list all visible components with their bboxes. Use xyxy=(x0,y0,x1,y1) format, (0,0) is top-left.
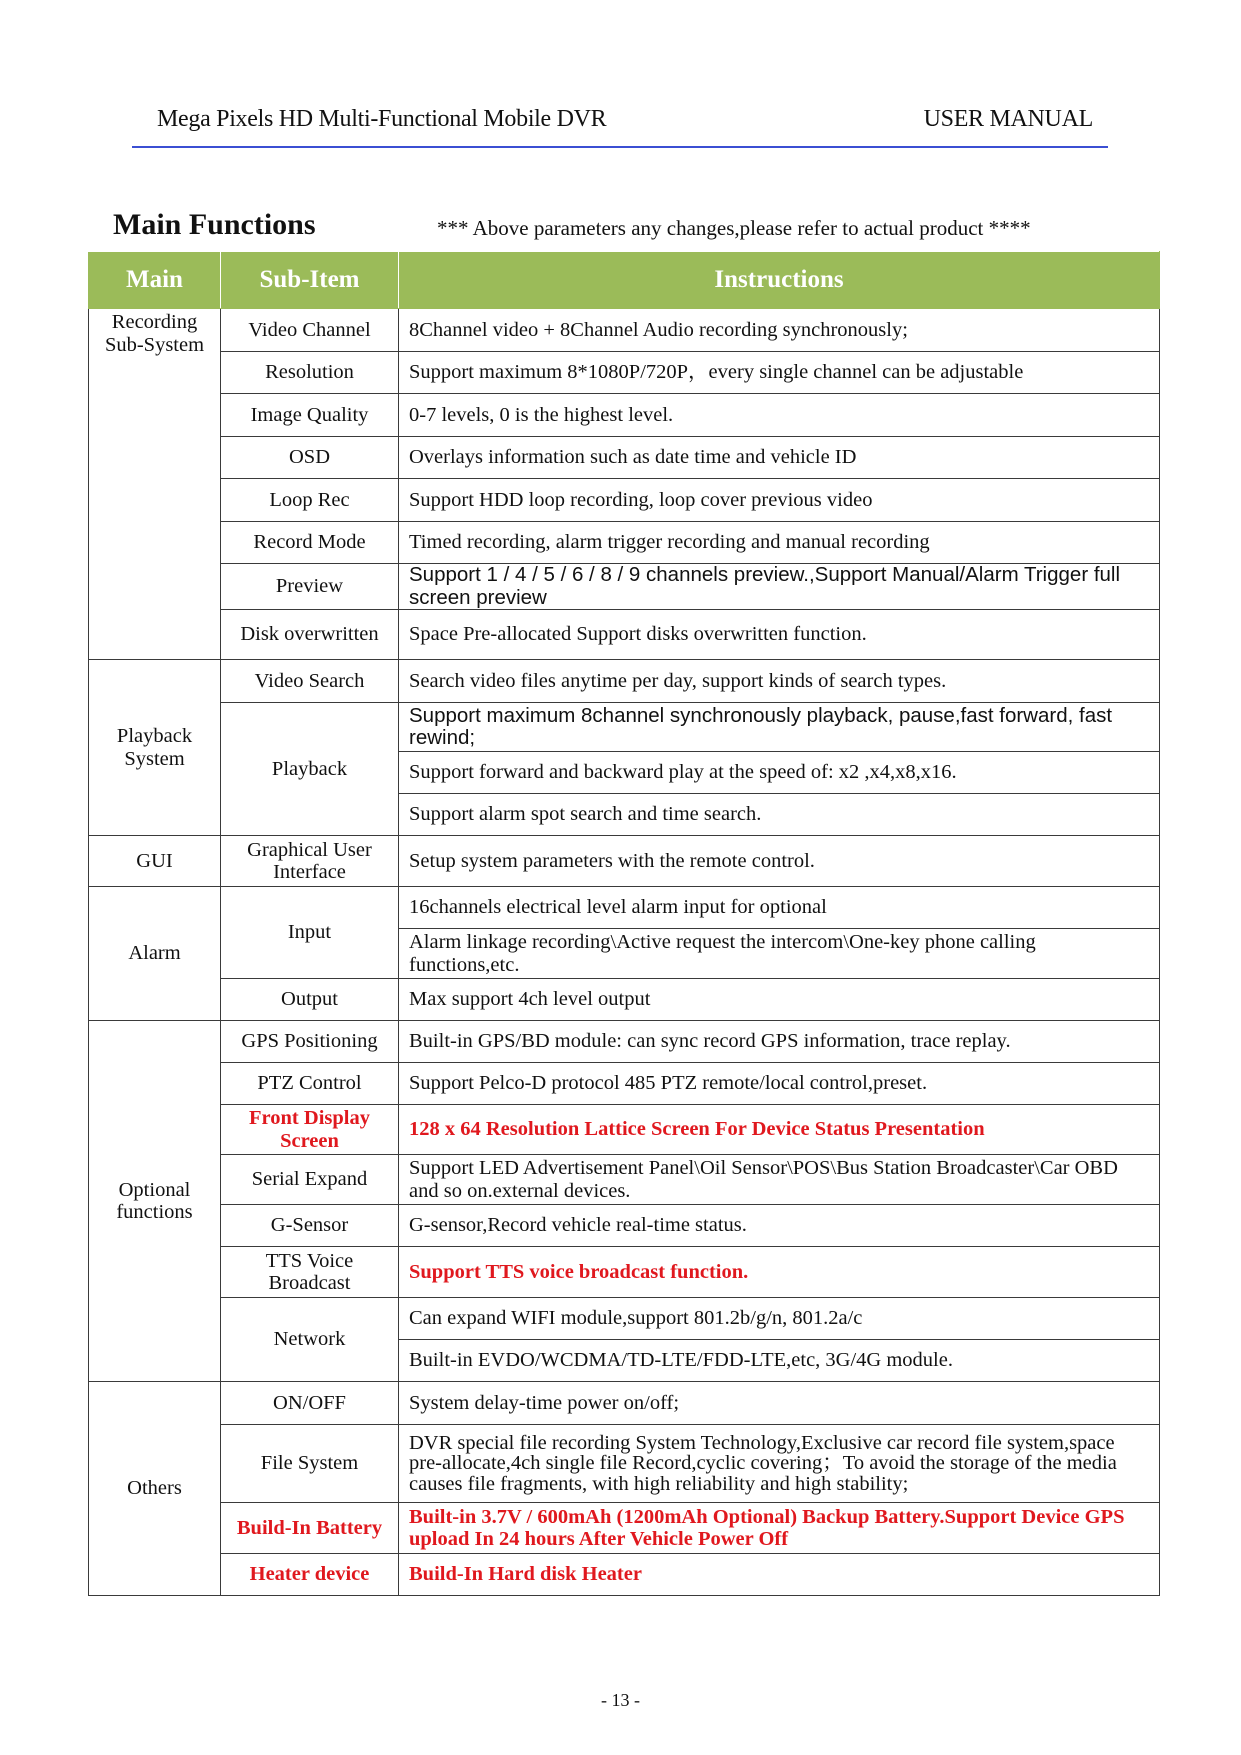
table-row xyxy=(89,1247,1160,1298)
instruction: 0-7 levels, 0 is the highest level. xyxy=(399,394,1160,437)
table-row xyxy=(89,660,1160,703)
sub-item: Input xyxy=(221,887,399,979)
sub-item: OSD xyxy=(221,437,399,479)
instruction: Support alarm spot search and time search. xyxy=(399,794,1160,836)
header-doc-type: USER MANUAL xyxy=(923,106,1093,132)
table-header-row xyxy=(89,252,1160,309)
instruction: Built-in GPS/BD module: can sync record GPS information, trace replay. xyxy=(399,1021,1160,1063)
instruction: Built-in 3.7V / 600mAh (1200mAh Optional) Backup Battery.Support Device GPS upload In 24 hours After Vehicle Power Off xyxy=(399,1503,1160,1554)
column-header-sub-item: Sub-Item xyxy=(221,252,399,309)
sub-item: Network xyxy=(221,1298,399,1382)
instruction: Max support 4ch level output xyxy=(399,979,1160,1021)
table-row xyxy=(89,564,1160,610)
functions-table xyxy=(88,251,1160,1596)
sub-item: ON/OFF xyxy=(221,1382,399,1425)
instruction: Support 1 / 4 / 5 / 6 / 8 / 9 channels preview.,Support Manual/Alarm Trigger full screen preview xyxy=(399,564,1160,610)
table-row xyxy=(89,836,1160,887)
instruction: 16channels electrical level alarm input for optional xyxy=(399,887,1160,929)
page-number: - 13 - xyxy=(601,1690,640,1710)
sub-item: G-Sensor xyxy=(221,1205,399,1247)
instruction: Built-in EVDO/WCDMA/TD-LTE/FDD-LTE,etc, 3G/4G module. xyxy=(399,1340,1160,1382)
instruction: Timed recording, alarm trigger recording and manual recording xyxy=(399,522,1160,564)
instruction: Support maximum 8channel synchronously playback, pause,fast forward, fast rewind; xyxy=(399,703,1160,752)
sub-item: Video Channel xyxy=(221,309,399,352)
table-row xyxy=(89,1021,1160,1063)
table-row xyxy=(89,1298,1160,1340)
instruction: G-sensor,Record vehicle real-time status. xyxy=(399,1205,1160,1247)
table-row xyxy=(89,522,1160,564)
sub-item: PTZ Control xyxy=(221,1063,399,1105)
instruction: Support maximum 8*1080P/720P，every single channel can be adjustable xyxy=(399,352,1160,394)
table-row xyxy=(89,979,1160,1021)
sub-item: Preview xyxy=(221,564,399,610)
sub-item: Image Quality xyxy=(221,394,399,437)
group-alarm: Alarm xyxy=(89,887,221,1021)
sub-item: Build-In Battery xyxy=(221,1503,399,1554)
table-row xyxy=(89,1503,1160,1554)
instruction: Alarm linkage recording\Active request the intercom\One-key phone calling functions,etc. xyxy=(399,929,1160,979)
sub-item: Loop Rec xyxy=(221,479,399,522)
instruction: Can expand WIFI module,support 801.2b/g/n, 801.2a/c xyxy=(399,1298,1160,1340)
group-optional: Optional functions xyxy=(89,1021,221,1382)
table-row xyxy=(89,1382,1160,1425)
column-header-main: Main xyxy=(89,252,221,309)
instruction: Search video files anytime per day, support kinds of search types. xyxy=(399,660,1160,703)
sub-item: File System xyxy=(221,1425,399,1503)
header-rule xyxy=(132,146,1108,148)
header-title: Mega Pixels HD Multi-Functional Mobile DVR xyxy=(157,106,607,132)
group-gui: GUI xyxy=(89,836,221,887)
table-row xyxy=(89,1554,1160,1596)
instruction: Overlays information such as date time and vehicle ID xyxy=(399,437,1160,479)
instruction: DVR special file recording System Technology,Exclusive car record file system,space pre-allocate,4ch single file Record,cyclic covering；To avoid the storage of the media causes file fragments, with high reliability and high stability; xyxy=(399,1425,1160,1503)
instruction: Support TTS voice broadcast function. xyxy=(399,1247,1160,1298)
group-recording: Recording Sub-System xyxy=(89,309,221,660)
table-row xyxy=(89,1205,1160,1247)
table-row xyxy=(89,1105,1160,1155)
sub-item: Heater device xyxy=(221,1554,399,1596)
table-row xyxy=(89,437,1160,479)
instruction: Space Pre-allocated Support disks overwritten function. xyxy=(399,610,1160,660)
instruction: Support forward and backward play at the speed of: x2 ,x4,x8,x16. xyxy=(399,752,1160,794)
column-header-instructions: Instructions xyxy=(399,252,1160,309)
table-row xyxy=(89,1155,1160,1205)
table-row xyxy=(89,1425,1160,1503)
table-row xyxy=(89,610,1160,660)
sub-item: Serial Expand xyxy=(221,1155,399,1205)
section-note: *** Above parameters any changes,please refer to actual product **** xyxy=(437,216,1031,240)
sub-item: GPS Positioning xyxy=(221,1021,399,1063)
instruction: System delay-time power on/off; xyxy=(399,1382,1160,1425)
instruction: 128 x 64 Resolution Lattice Screen For Device Status Presentation xyxy=(399,1105,1160,1155)
table-row xyxy=(89,1063,1160,1105)
table-row xyxy=(89,703,1160,752)
instruction: Build-In Hard disk Heater xyxy=(399,1554,1160,1596)
table-row xyxy=(89,479,1160,522)
table-row xyxy=(89,309,1160,352)
instruction: Support HDD loop recording, loop cover previous video xyxy=(399,479,1160,522)
table-row xyxy=(89,887,1160,929)
group-playback: Playback System xyxy=(89,660,221,836)
sub-item: Front Display Screen xyxy=(221,1105,399,1155)
section-title: Main Functions xyxy=(113,208,316,241)
instruction: 8Channel video + 8Channel Audio recording synchronously; xyxy=(399,309,1160,352)
sub-item: Disk overwritten xyxy=(221,610,399,660)
sub-item: Output xyxy=(221,979,399,1021)
table-row xyxy=(89,394,1160,437)
sub-item: Record Mode xyxy=(221,522,399,564)
table-row xyxy=(89,352,1160,394)
sub-item: Video Search xyxy=(221,660,399,703)
instruction: Setup system parameters with the remote control. xyxy=(399,836,1160,887)
instruction: Support Pelco-D protocol 485 PTZ remote/local control,preset. xyxy=(399,1063,1160,1105)
instruction: Support LED Advertisement Panel\Oil Sensor\POS\Bus Station Broadcaster\Car OBD and so on.external devices. xyxy=(399,1155,1160,1205)
sub-item: Resolution xyxy=(221,352,399,394)
group-others: Others xyxy=(89,1382,221,1596)
sub-item: Graphical User Interface xyxy=(221,836,399,887)
sub-item: TTS Voice Broadcast xyxy=(221,1247,399,1298)
sub-item: Playback xyxy=(221,703,399,836)
